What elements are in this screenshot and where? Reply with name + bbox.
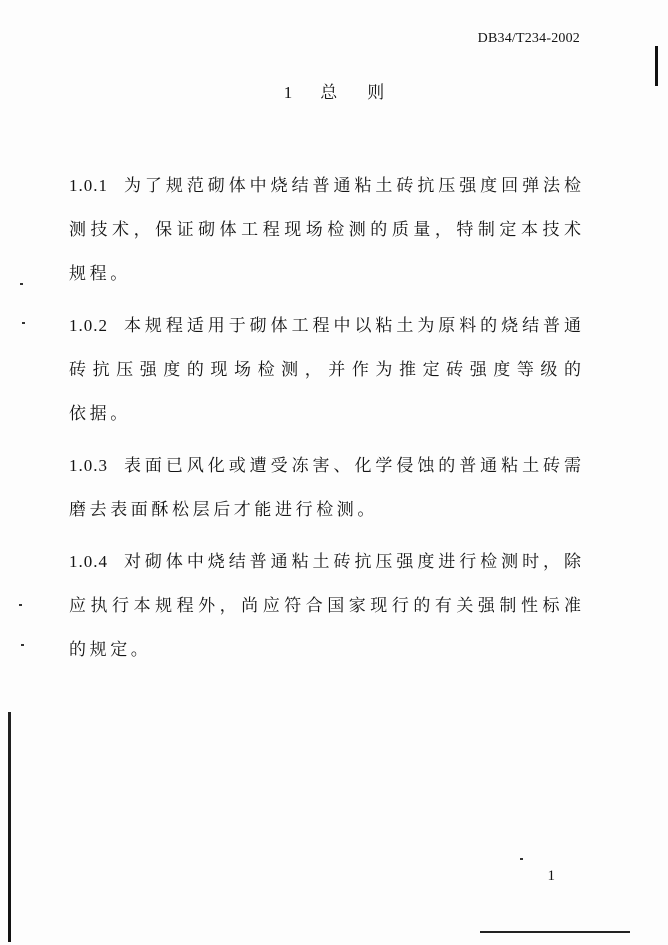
scan-speck (22, 322, 25, 324)
clause-line (69, 164, 581, 208)
scan-edge-right (655, 46, 658, 86)
clause-number: 1.0.1 (69, 176, 108, 195)
chapter-title-char-1: 总 (320, 83, 338, 103)
clause-line (69, 304, 581, 348)
clause-number: 1.0.4 (69, 552, 108, 571)
scan-speck (20, 283, 23, 285)
clause-line: 应执行本规程外，尚应符合国家现行的有关强制性标准 (69, 596, 581, 616)
clause-text: 表面已风化或遭受冻害、化学侵蚀的普通粘土砖需 (120, 456, 581, 476)
body-text (69, 164, 581, 680)
clause-1-0-3 (69, 444, 581, 532)
page-number: 1 (547, 868, 555, 884)
clause-line: 规程。 (69, 264, 131, 284)
clause-line (69, 540, 581, 584)
scan-edge-left (8, 712, 11, 942)
clause-line: 测技术，保证砌体工程现场检测的质量，特制定本技术 (69, 220, 581, 240)
standard-code: DB34/T234-2002 (477, 31, 580, 46)
clause-text: 对砌体中烧结普通粘土砖抗压强度进行检测时，除 (120, 552, 581, 572)
clause-line: 的规定。 (69, 640, 152, 660)
scan-speck (19, 604, 22, 606)
clause-number: 1.0.3 (69, 456, 108, 475)
scan-speck (21, 644, 24, 646)
clause-text: 本规程适用于砌体工程中以粘土为原料的烧结普通 (120, 316, 581, 336)
clause-line: 依据。 (69, 404, 131, 424)
clause-line: 磨去表面酥松层后才能进行检测。 (69, 500, 378, 520)
clause-text: 为了规范砌体中烧结普通粘土砖抗压强度回弹法检 (120, 176, 581, 196)
chapter-number: 1 (283, 83, 293, 102)
clause-line: 砖抗压强度的现场检测，并作为推定砖强度等级的 (69, 360, 581, 380)
clause-1-0-2 (69, 304, 581, 436)
clause-number: 1.0.2 (69, 316, 108, 335)
chapter-heading (0, 78, 668, 103)
chapter-title-char-2: 则 (367, 83, 385, 103)
clause-1-0-4 (69, 540, 581, 672)
clause-1-0-1 (69, 164, 581, 296)
scan-bottom-line (480, 931, 630, 933)
scan-speck (520, 858, 523, 860)
clause-line (69, 444, 581, 488)
